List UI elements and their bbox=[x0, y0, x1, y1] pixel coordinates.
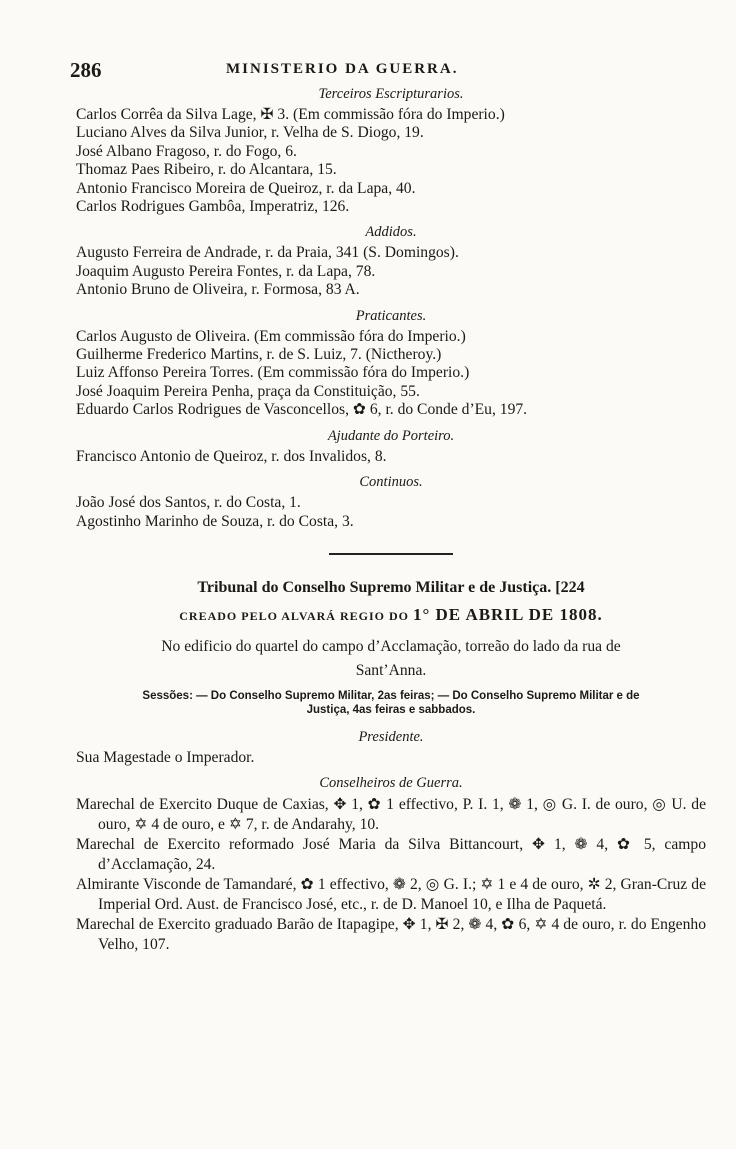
list-item: Antonio Francisco Moreira de Queiroz, r. da Lapa, 40. bbox=[76, 179, 416, 197]
running-title: MINISTERIO DA GUERRA. bbox=[226, 61, 459, 77]
conselheiros-title: Conselheiros de Guerra. bbox=[319, 775, 463, 792]
creado-date: 1° DE ABRIL DE 1808. bbox=[412, 604, 603, 624]
list-item: José Joaquim Pereira Penha, praça da Constituição, 55. bbox=[76, 382, 420, 400]
section-title: Addidos. bbox=[365, 224, 417, 241]
list-item: Carlos Rodrigues Gambôa, Imperatriz, 126. bbox=[76, 198, 350, 216]
section-title: Continuos. bbox=[359, 474, 423, 491]
sessoes-note bbox=[76, 689, 706, 717]
section-continuos bbox=[76, 474, 706, 531]
section-terceiros bbox=[76, 86, 706, 216]
conselheiro-entry: Marechal de Exercito Duque de Caxias, ✥ 1, ✿ 1 effectivo, P. I. 1, ❁ 1, ◎ G. I. de ouro, ◎ U. de ouro, ✡ 4 de ouro, e ✡ 7, r. de Andarahy, 10. bbox=[76, 796, 706, 834]
location-line: No edificio do quartel do campo d’Acclamação, torreão do lado da rua de bbox=[161, 637, 621, 655]
list-item: José Albano Fragoso, r. do Fogo, 6. bbox=[76, 142, 297, 160]
conselheiro-entry: Almirante Visconde de Tamandaré, ✿ 1 effectivo, ❁ 2, ◎ G. I.; ✡ 1 e 4 de ouro, ✲ 2, Gran-Cruz de Imperial Ord. Aust. de Francisco José, etc., r. de D. Manoel 10, e Ilha de Paquetá. bbox=[76, 876, 706, 914]
section-addidos bbox=[76, 224, 706, 299]
list-item: Francisco Antonio de Queiroz, r. dos Invalidos, 8. bbox=[76, 447, 387, 465]
sessoes-line: Justiça, 4as feiras e sabbados. bbox=[306, 703, 476, 716]
list-item: Carlos Corrêa da Silva Lage, ✠ 3. (Em commissão fóra do Imperio.) bbox=[76, 106, 505, 123]
section-praticantes bbox=[76, 308, 706, 420]
page-number: 286 bbox=[70, 58, 102, 82]
list-item: Luciano Alves da Silva Junior, r. Velha de S. Diogo, 19. bbox=[76, 124, 424, 142]
list-item: Antonio Bruno de Oliveira, r. Formosa, 83 A. bbox=[76, 281, 360, 299]
sessoes-line: Sessões: — Do Conselho Supremo Militar, 2as feiras; — Do Conselho Supremo Militar e de bbox=[142, 689, 640, 702]
section-ajudante bbox=[76, 428, 706, 466]
presidente-line: Sua Magestade o Imperador. bbox=[76, 748, 255, 766]
list-item: Guilherme Frederico Martins, r. de S. Luiz, 7. (Nictheroy.) bbox=[76, 346, 442, 364]
section-divider bbox=[329, 553, 453, 555]
location-line: Sant’Anna. bbox=[355, 661, 427, 679]
list-item: Agostinho Marinho de Souza, r. do Costa, 3. bbox=[76, 512, 354, 530]
creado-prefix: CREADO PELO ALVARÁ REGIO DO bbox=[179, 608, 409, 623]
section-title: Terceiros Escripturarios. bbox=[318, 86, 464, 102]
document-page bbox=[70, 58, 706, 955]
creado-line bbox=[76, 605, 706, 625]
page-header bbox=[70, 58, 706, 84]
list-item: Eduardo Carlos Rodrigues de Vasconcellos, ✿ 6, r. do Conde d’Eu, 197. bbox=[76, 401, 528, 419]
presidente-title: Presidente. bbox=[358, 728, 424, 745]
conselheiro-entry: Marechal de Exercito reformado José Maria da Silva Bittancourt, ✥ 1, ❁ 4, ✿ 5, campo d’Acclamação, 24. bbox=[76, 836, 706, 874]
conselheiro-entry: Marechal de Exercito graduado Barão de Itapagipe, ✥ 1, ✠ 2, ❁ 4, ✿ 6, ✡ 4 de ouro, r. do Engenho Velho, 107. bbox=[76, 916, 706, 954]
location-paragraph bbox=[76, 635, 706, 683]
list-item: Joaquim Augusto Pereira Fontes, r. da Lapa, 78. bbox=[76, 262, 376, 280]
list-item: Thomaz Paes Ribeiro, r. do Alcantara, 15. bbox=[76, 161, 337, 179]
list-item: Carlos Augusto de Oliveira. (Em commissão fóra do Imperio.) bbox=[76, 327, 466, 345]
tribunal-title: Tribunal do Conselho Supremo Militar e de Justiça. [224 bbox=[197, 578, 585, 596]
list-item: João José dos Santos, r. do Costa, 1. bbox=[76, 494, 301, 512]
section-title: Praticantes. bbox=[355, 307, 427, 324]
section-title: Ajudante do Porteiro. bbox=[327, 427, 455, 444]
list-item: Augusto Ferreira de Andrade, r. da Praia, 341 (S. Domingos). bbox=[76, 244, 459, 262]
list-item: Luiz Affonso Pereira Torres. (Em commissão fóra do Imperio.) bbox=[76, 364, 470, 382]
